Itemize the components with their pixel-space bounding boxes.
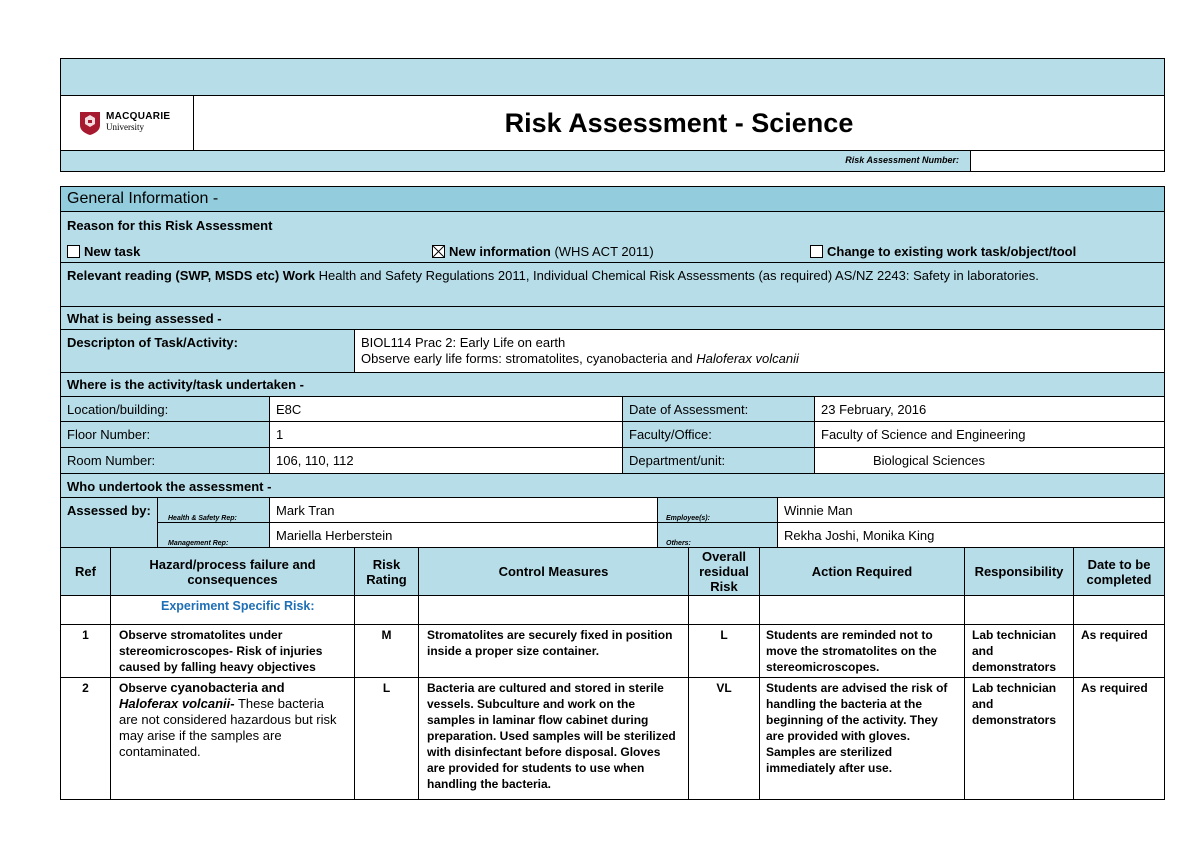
col-header-control: Control Measures bbox=[418, 547, 689, 596]
checkbox-unchecked-icon[interactable] bbox=[67, 245, 80, 258]
section-cell-3 bbox=[354, 595, 419, 625]
col-header-ref: Ref bbox=[60, 547, 111, 596]
row1-residual: L bbox=[688, 624, 760, 678]
row2-action: Students are advised the risk of handling the bacteria at the beginning of the activity. They are provided with gloves. Samples are sterilized immediately after use. bbox=[759, 677, 965, 800]
option-new-information[interactable]: New information (WHS ACT 2011) bbox=[432, 244, 654, 259]
date-value: 23 February, 2016 bbox=[814, 396, 1165, 422]
row2-control: Bacteria are cultured and stored in sterile vessels. Subculture and work on the samples in laminar flow cabinet during preparation. Used samples will be sterilized with disinfectant before disposal. Gloves are provided for students to use when handling the bacteria. bbox=[418, 677, 689, 800]
desc-value-cell bbox=[354, 329, 1165, 373]
section-ref-cell bbox=[60, 595, 111, 625]
room-value: 106, 110, 112 bbox=[269, 447, 623, 474]
row2-residual: VL bbox=[688, 677, 760, 800]
date-label: Date of Assessment: bbox=[622, 396, 815, 422]
ra-number-label: Risk Assessment Number: bbox=[845, 155, 959, 165]
row2-responsibility: Lab technician and demonstrators bbox=[964, 677, 1074, 800]
row1-hazard: Observe stromatolites under stereomicroscopes- Risk of injuries caused by falling heavy objectives bbox=[110, 624, 355, 678]
floor-value: 1 bbox=[269, 421, 623, 448]
mgmt-rep-label: Management Rep: bbox=[157, 522, 270, 548]
row1-control: Stromatolites are securely fixed in position inside a proper size container. bbox=[418, 624, 689, 678]
employee-label: Employee(s): bbox=[657, 497, 778, 523]
assessed-by-label: Assessed by: bbox=[60, 497, 158, 548]
desc-line2: Observe early life forms: stromatolites, cyanobacteria and Haloferax volcanii bbox=[361, 351, 799, 366]
desc-label-cell: Descripton of Task/Activity: bbox=[60, 329, 355, 373]
location-value: E8C bbox=[269, 396, 623, 422]
row1-ref: 1 bbox=[60, 624, 111, 678]
section-cell-6 bbox=[759, 595, 965, 625]
logo-wordmark: MACQUARIE bbox=[106, 111, 171, 122]
col-header-residual: Overall residual Risk bbox=[688, 547, 760, 596]
section-cell-5 bbox=[688, 595, 760, 625]
section-label: Experiment Specific Risk: bbox=[161, 599, 315, 613]
title-cell bbox=[193, 95, 1165, 151]
option-new-task[interactable]: New task bbox=[67, 244, 140, 259]
who-heading: Who undertook the assessment - bbox=[60, 473, 1165, 498]
general-heading-text: General Information - bbox=[67, 190, 219, 207]
col-header-action: Action Required bbox=[759, 547, 965, 596]
row2-rating: L bbox=[354, 677, 419, 800]
row1-date: As required bbox=[1073, 624, 1165, 678]
section-cell-8 bbox=[1073, 595, 1165, 625]
faculty-label: Faculty/Office: bbox=[622, 421, 815, 448]
option-change-existing[interactable]: Change to existing work task/object/tool bbox=[810, 244, 1076, 259]
faculty-value: Faculty of Science and Engineering bbox=[814, 421, 1165, 448]
floor-label: Floor Number: bbox=[60, 421, 270, 448]
relevant-reading-row bbox=[60, 262, 1165, 307]
hs-rep-label: Health & Safety Rep: bbox=[157, 497, 270, 523]
section-cell-7 bbox=[964, 595, 1074, 625]
reading-text: Health and Safety Regulations 2011, Individual Chemical Risk Assessments (as required) AS/NZ 2243: Safety in laboratories. bbox=[315, 268, 1039, 283]
others-label: Others: bbox=[657, 522, 778, 548]
col-header-date: Date to be completed bbox=[1073, 547, 1165, 596]
logo-subtitle: University bbox=[106, 122, 144, 132]
row1-responsibility: Lab technician and demonstrators bbox=[964, 624, 1074, 678]
reading-label: Relevant reading (SWP, MSDS etc) Work bbox=[67, 268, 316, 283]
row2-date: As required bbox=[1073, 677, 1165, 800]
logo-cell bbox=[60, 95, 194, 151]
others-value: Rekha Joshi, Monika King bbox=[777, 522, 1165, 548]
row2-ref: 2 bbox=[60, 677, 111, 800]
general-heading bbox=[60, 186, 1165, 212]
department-label: Department/unit: bbox=[622, 447, 815, 474]
desc-line1: BIOL114 Prac 2: Early Life on earth bbox=[361, 335, 566, 350]
col-header-hazard: Hazard/process failure and consequences bbox=[110, 547, 355, 596]
row2-hazard: Observe cyanobacteria and Haloferax volcanii- These bacteria are not considered hazardous but risk may arise if the samples are contaminated. bbox=[110, 677, 355, 800]
room-label: Room Number: bbox=[60, 447, 270, 474]
row1-action: Students are reminded not to move the stromatolites on the stereomicroscopes. bbox=[759, 624, 965, 678]
section-label-cell bbox=[110, 595, 355, 625]
reason-heading: Reason for this Risk Assessment bbox=[67, 218, 273, 233]
hs-rep-value: Mark Tran bbox=[269, 497, 658, 523]
assessed-heading: What is being assessed - bbox=[60, 306, 1165, 330]
page-title: Risk Assessment - Science bbox=[504, 107, 854, 138]
employee-value: Winnie Man bbox=[777, 497, 1165, 523]
checkbox-unchecked-icon[interactable] bbox=[810, 245, 823, 258]
section-cell-4 bbox=[418, 595, 689, 625]
row1-rating: M bbox=[354, 624, 419, 678]
macquarie-logo-icon bbox=[78, 110, 102, 136]
checkbox-checked-icon[interactable] bbox=[432, 245, 445, 258]
department-value: Biological Sciences bbox=[814, 447, 1165, 474]
mgmt-rep-value: Mariella Herberstein bbox=[269, 522, 658, 548]
location-label: Location/building: bbox=[60, 396, 270, 422]
col-header-risk-rating: Risk Rating bbox=[354, 547, 419, 596]
reason-block bbox=[60, 211, 1165, 263]
header-band bbox=[60, 58, 1165, 96]
where-heading: Where is the activity/task undertaken - bbox=[60, 372, 1165, 397]
col-header-responsibility: Responsibility bbox=[964, 547, 1074, 596]
ra-number-field[interactable] bbox=[970, 150, 1165, 172]
